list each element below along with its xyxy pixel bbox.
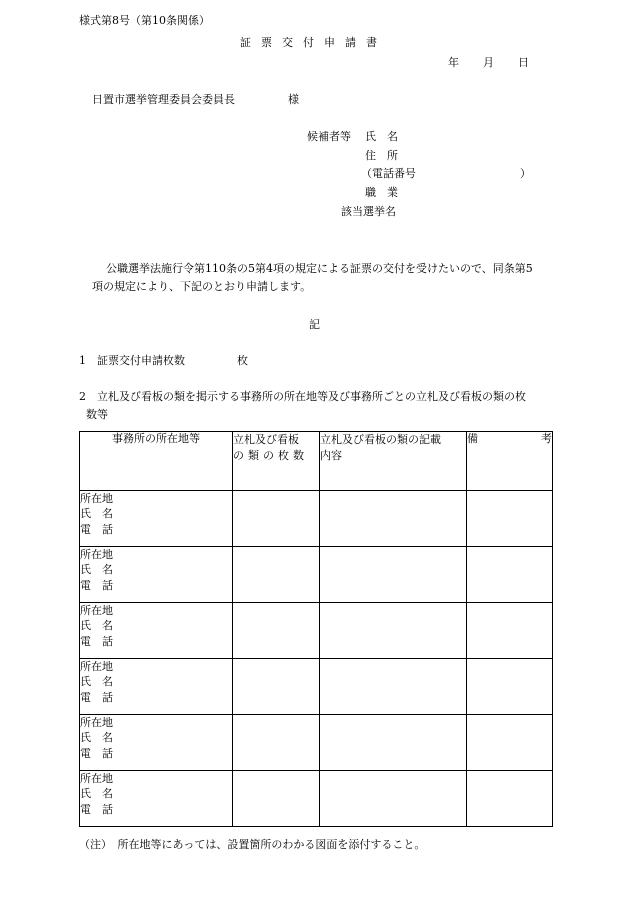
sign-content-cell[interactable] xyxy=(320,771,467,827)
col-sign-count: 立札及び看板 の類の枚数 xyxy=(233,432,320,491)
sign-count-cell[interactable] xyxy=(233,491,320,547)
item2-number: 2 xyxy=(79,390,86,403)
sign-content-cell[interactable] xyxy=(320,491,467,547)
location-label: 所在地 xyxy=(80,772,113,785)
remarks-cell[interactable] xyxy=(467,547,553,603)
sign-content-cell[interactable] xyxy=(320,603,467,659)
remarks-cell[interactable] xyxy=(467,603,553,659)
name-label: 氏 名 xyxy=(80,507,113,521)
sign-content-cell[interactable] xyxy=(320,547,467,603)
addressee-name: 日置市選挙管理委員会委員長 xyxy=(92,93,235,106)
col-remarks: 備 考 xyxy=(467,432,553,491)
name-label: 氏 名 xyxy=(80,619,113,633)
table-row xyxy=(80,659,553,715)
table-row xyxy=(80,491,553,547)
phone-label: 電 話 xyxy=(80,522,113,536)
date-year: 年 xyxy=(448,56,459,69)
name-label: 氏 名 xyxy=(80,787,113,801)
body-line-2: 項の規定により、下記のとおり申請します。 xyxy=(92,280,312,293)
sign-content-cell[interactable] xyxy=(320,715,467,771)
location-label: 所在地 xyxy=(80,548,113,561)
remarks-cell[interactable] xyxy=(467,715,553,771)
location-label: 所在地 xyxy=(80,604,113,617)
location-cell xyxy=(80,491,233,547)
item1-label: 証票交付申請枚数 xyxy=(97,354,185,367)
item1-unit: 枚 xyxy=(237,354,248,367)
applicant-name-label: 氏 名 xyxy=(365,130,398,143)
phone-label: 電 話 xyxy=(80,634,113,648)
location-label: 所在地 xyxy=(80,492,113,505)
phone-label: 電 話 xyxy=(80,746,113,760)
col-sign-content: 立札及び看板の類の記載 内容 xyxy=(320,432,467,491)
ki-heading: 記 xyxy=(309,318,320,331)
col-office-location: 事務所の所在地等 xyxy=(80,432,233,491)
table-row xyxy=(80,547,553,603)
sign-content-cell[interactable] xyxy=(320,659,467,715)
applicant-election-label: 該当選挙名 xyxy=(341,205,396,218)
sign-count-cell[interactable] xyxy=(233,771,320,827)
applicant-occupation-label: 職 業 xyxy=(365,186,398,199)
name-label: 氏 名 xyxy=(80,731,113,745)
item1-number: 1 xyxy=(79,354,86,367)
table-header-row xyxy=(80,432,553,491)
location-label: 所在地 xyxy=(80,660,113,673)
date-month: 月 xyxy=(483,56,494,69)
item2-line-1: 立札及び看板の類を掲示する事務所の所在地等及び事務所ごとの立札及び看板の類の枚 xyxy=(97,390,526,403)
phone-label: 電 話 xyxy=(80,690,113,704)
sign-count-cell[interactable] xyxy=(233,547,320,603)
item2-line-2: 数等 xyxy=(86,408,108,421)
applicant-phone-label: （電話番号 xyxy=(361,167,416,180)
sign-count-cell[interactable] xyxy=(233,659,320,715)
phone-label: 電 話 xyxy=(80,578,113,592)
document-title: 証票交付申請書 xyxy=(240,36,387,49)
applicant-role-label: 候補者等 xyxy=(307,130,351,143)
applicant-address-label: 住 所 xyxy=(365,149,398,162)
table-row xyxy=(80,771,553,827)
remarks-cell[interactable] xyxy=(467,491,553,547)
office-table xyxy=(79,431,553,827)
remarks-cell[interactable] xyxy=(467,771,553,827)
location-cell xyxy=(80,715,233,771)
location-cell xyxy=(80,603,233,659)
phone-label: 電 話 xyxy=(80,802,113,816)
table-row xyxy=(80,715,553,771)
applicant-phone-close: ） xyxy=(520,167,531,180)
remarks-cell[interactable] xyxy=(467,659,553,715)
location-cell xyxy=(80,659,233,715)
body-line-1: 公職選挙法施行令第110条の5第4項の規定による証票の交付を受けたいので、同条第5 xyxy=(106,262,533,275)
footnote: （注） 所在地等にあっては、設置箇所のわかる図面を添付すること。 xyxy=(79,838,426,851)
sign-count-cell[interactable] xyxy=(233,715,320,771)
sign-count-cell[interactable] xyxy=(233,603,320,659)
location-label: 所在地 xyxy=(80,716,113,729)
name-label: 氏 名 xyxy=(80,675,113,689)
table-row xyxy=(80,603,553,659)
name-label: 氏 名 xyxy=(80,563,113,577)
addressee-honorific: 様 xyxy=(288,93,299,106)
date-day: 日 xyxy=(518,56,529,69)
form-number: 様式第8号（第10条関係） xyxy=(79,14,210,27)
location-cell xyxy=(80,547,233,603)
location-cell xyxy=(80,771,233,827)
